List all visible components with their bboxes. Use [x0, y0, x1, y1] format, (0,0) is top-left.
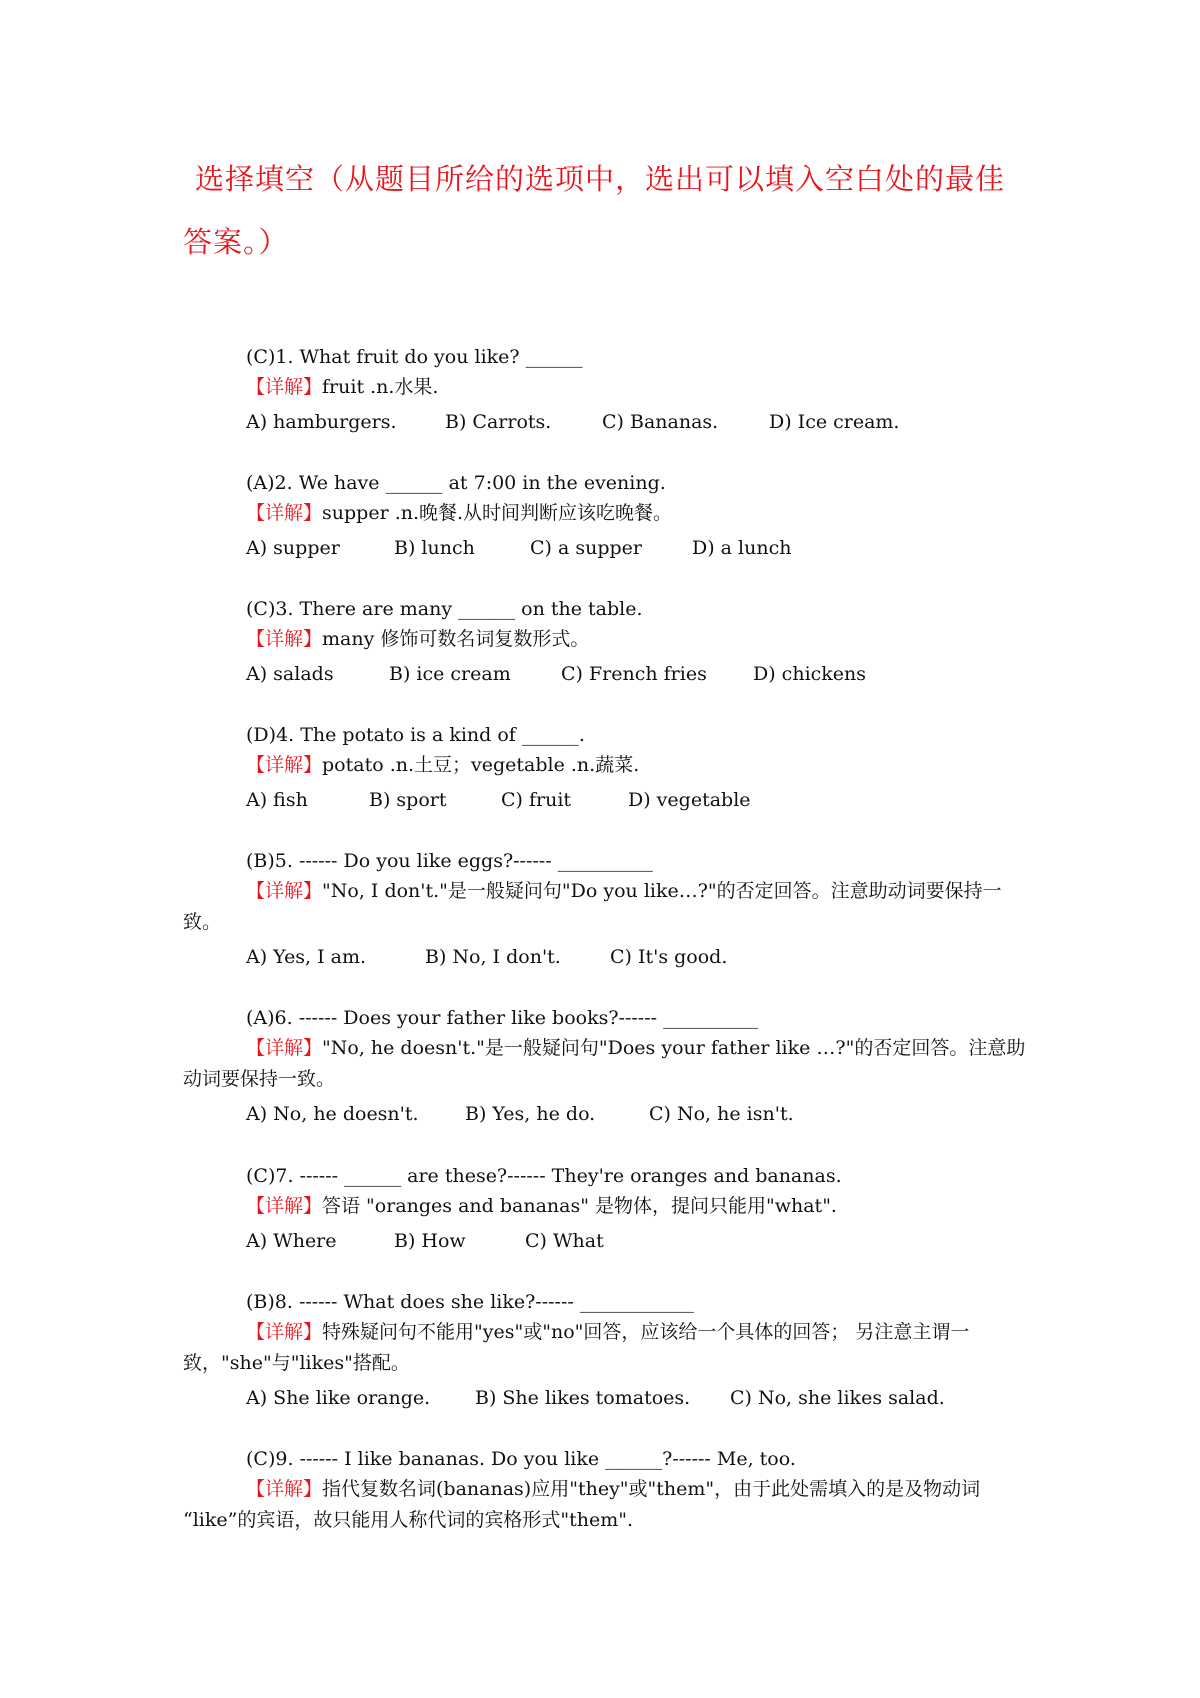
explanation-text: 答语 "oranges and bananas" 是物体，提问只能用"what".	[322, 1195, 837, 1217]
question-7	[183, 1161, 1028, 1258]
explanation-tag: 【详解】	[246, 502, 323, 524]
explanation-text: "No, he doesn't."是一般疑问句"Does your father like …?"的否定回答。注意助动词要保持一致。	[183, 1037, 1026, 1090]
question-3	[183, 594, 1028, 691]
option-a: A) salads	[246, 663, 334, 685]
options-row	[183, 1381, 1028, 1415]
explanation	[183, 624, 1028, 655]
explanation-tag: 【详解】	[246, 754, 323, 776]
question-8	[183, 1287, 1028, 1415]
question-text: (C)9. ------ I like bananas. Do you like ______?------ Me, too.	[246, 1448, 796, 1470]
option-a: A) No, he doesn't.	[246, 1103, 419, 1125]
options-row	[183, 1224, 1028, 1258]
explanation	[183, 1474, 1028, 1536]
option-b: B) sport	[369, 789, 447, 811]
question-4	[183, 720, 1028, 817]
explanation-tag: 【详解】	[246, 1195, 323, 1217]
option-d: D) a lunch	[692, 537, 792, 559]
explanation	[183, 750, 1028, 781]
option-c: C) No, he isn't.	[649, 1103, 794, 1125]
question-9	[183, 1444, 1028, 1536]
option-c: C) No, she likes salad.	[730, 1387, 945, 1409]
explanation	[183, 876, 1028, 938]
option-b: B) She likes tomatoes.	[475, 1387, 691, 1409]
option-c: C) fruit	[501, 789, 572, 811]
explanation-text: "No, I don't."是一般疑问句"Do you like…?"的否定回答。注意助动词要保持一致。	[183, 880, 1002, 933]
options-row	[183, 783, 1028, 817]
option-d: D) Ice cream.	[769, 411, 900, 433]
explanation-text: fruit .n.水果.	[322, 376, 439, 398]
question-2	[183, 468, 1028, 565]
section-title: 选择填空（从题目所给的选项中，选出可以填入空白处的最佳答案。）	[183, 162, 1006, 259]
options-row	[183, 657, 1028, 691]
explanation-tag: 【详解】	[246, 628, 323, 650]
explanation-tag: 【详解】	[246, 1321, 323, 1343]
options-row	[183, 1097, 1028, 1131]
explanation-tag: 【详解】	[246, 880, 323, 902]
question-text: (B)5. ------ Do you like eggs?------ __________	[246, 850, 653, 872]
option-a: A) Where	[246, 1230, 337, 1252]
explanation-text: 指代复数名词(bananas)应用"they"或"them"，由于此处需填入的是及物动词 “like”的宾语，故只能用人称代词的宾格形式"them".	[183, 1478, 981, 1531]
option-a: A) hamburgers.	[246, 411, 397, 433]
option-a: A) Yes, I am.	[246, 946, 367, 968]
question-text: (C)1. What fruit do you like? ______	[246, 346, 583, 368]
explanation-tag: 【详解】	[246, 1478, 323, 1500]
options-row	[183, 940, 1028, 974]
option-a: A) supper	[246, 537, 340, 559]
question-1	[183, 342, 1028, 439]
explanation-text: many 修饰可数名词复数形式。	[322, 628, 590, 650]
option-d: D) vegetable	[628, 789, 751, 811]
explanation-tag: 【详解】	[246, 376, 323, 398]
option-b: B) Yes, he do.	[465, 1103, 596, 1125]
explanation-tag: 【详解】	[246, 1037, 323, 1059]
explanation	[183, 372, 1028, 403]
option-c: C) What	[525, 1230, 604, 1252]
option-b: B) How	[394, 1230, 466, 1252]
option-a: A) She like orange.	[246, 1387, 431, 1409]
option-a: A) fish	[246, 789, 308, 811]
explanation	[183, 1033, 1028, 1095]
option-c: C) It's good.	[610, 946, 728, 968]
explanation-text: potato .n.土豆；vegetable .n.蔬菜.	[322, 754, 640, 776]
question-text: (A)6. ------ Does your father like books?------ __________	[246, 1007, 759, 1029]
option-d: D) chickens	[753, 663, 867, 685]
option-c: C) Bananas.	[602, 411, 719, 433]
question-text: (C)3. There are many ______ on the table.	[246, 598, 643, 620]
option-b: B) No, I don't.	[425, 946, 561, 968]
option-c: C) a supper	[530, 537, 642, 559]
question-5	[183, 846, 1028, 974]
explanation	[183, 498, 1028, 529]
option-b: B) lunch	[394, 537, 475, 559]
explanation	[183, 1191, 1028, 1222]
question-text: (C)7. ------ ______ are these?------ They're oranges and bananas.	[246, 1165, 842, 1187]
question-6	[183, 1003, 1028, 1131]
question-text: (A)2. We have ______ at 7:00 in the evening.	[246, 472, 666, 494]
question-text: (D)4. The potato is a kind of ______.	[246, 724, 585, 746]
options-row	[183, 531, 1028, 565]
explanation-text: 特殊疑问句不能用"yes"或"no"回答，应该给一个具体的回答； 另注意主谓一致，"she"与"likes"搭配。	[183, 1321, 970, 1374]
option-b: B) Carrots.	[445, 411, 552, 433]
option-c: C) French fries	[561, 663, 707, 685]
explanation-text: supper .n.晚餐.从时间判断应该吃晚餐。	[322, 502, 673, 524]
options-row	[183, 405, 1028, 439]
option-b: B) ice cream	[389, 663, 511, 685]
explanation	[183, 1317, 1028, 1379]
question-text: (B)8. ------ What does she like?------ ____________	[246, 1291, 694, 1313]
